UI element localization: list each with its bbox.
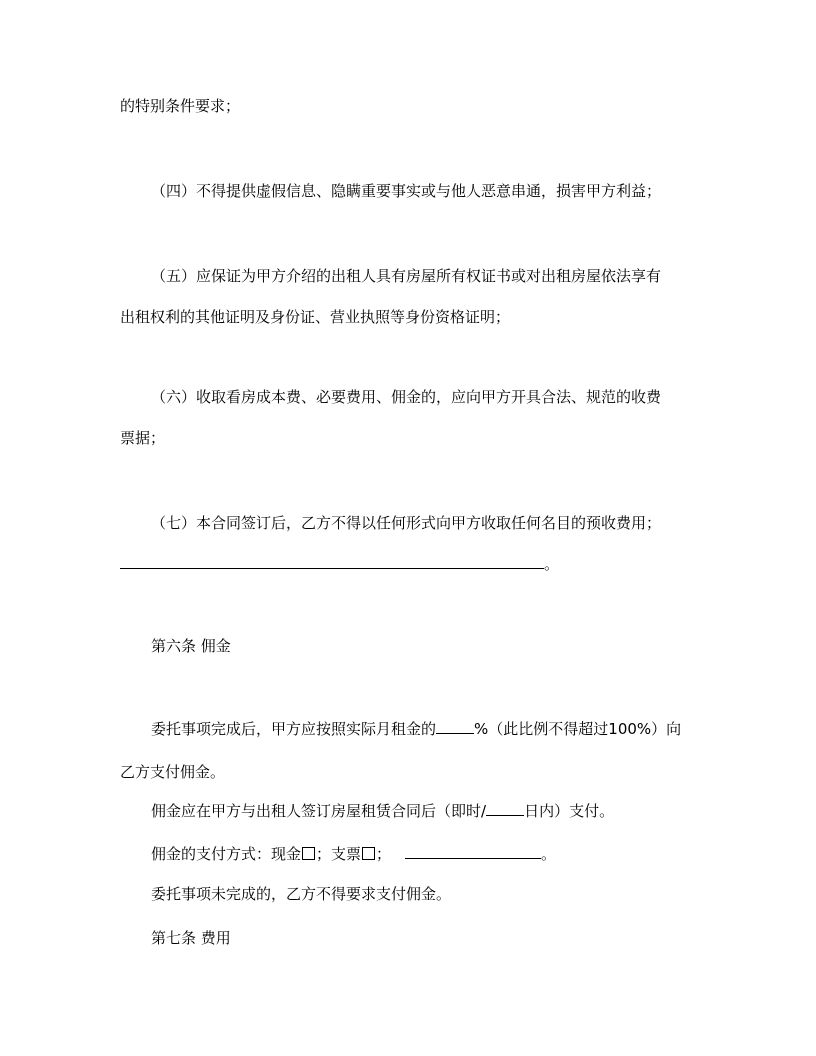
article-6-title <box>151 636 231 656</box>
text: 。 <box>541 845 557 863</box>
clause-item-6-line-1 <box>151 387 661 407</box>
text: 。 <box>544 555 560 573</box>
commission-para-1-line-2 <box>120 762 225 782</box>
fill-in-line <box>120 554 559 574</box>
text: 日内）支付。 <box>524 802 615 820</box>
clause-item-5-line-1 <box>151 266 661 286</box>
clause-item-5-line-2 <box>120 307 510 327</box>
checkbox-cheque[interactable] <box>362 847 375 860</box>
article-7-title <box>151 928 231 948</box>
text: 第六条 佣金 <box>151 637 231 655</box>
text: 出租权利的其他证明及身份证、营业执照等身份资格证明； <box>120 308 511 326</box>
text: 票据； <box>120 429 166 447</box>
text: 第七条 费用 <box>151 929 231 947</box>
text: （六）收取看房成本费、必要费用、佣金的，应向甲方开具合法、规范的收费 <box>151 388 662 406</box>
days-blank[interactable] <box>486 801 524 816</box>
percentage-blank[interactable] <box>436 719 474 734</box>
text: 佣金应在甲方与出租人签订房屋租赁合同后（即时/ <box>151 802 487 820</box>
commission-para-4 <box>151 884 451 904</box>
commission-para-2 <box>151 801 614 821</box>
commission-para-1 <box>151 719 681 739</box>
text: ； <box>376 845 392 863</box>
text: （四）不得提供虚假信息、隐瞒重要事实或与他人恶意串通，损害甲方利益； <box>151 182 662 200</box>
payment-method-blank[interactable] <box>405 844 541 859</box>
clause-item-6-line-2 <box>120 428 165 448</box>
clause-item-7 <box>151 513 661 533</box>
checkbox-cash[interactable] <box>302 847 315 860</box>
text: 乙方支付佣金。 <box>120 763 226 781</box>
fill-in-blank[interactable] <box>120 554 544 569</box>
commission-para-3 <box>151 844 556 864</box>
text: 佣金的支付方式：现金 <box>151 845 302 863</box>
text: 的特别条件要求； <box>120 97 241 115</box>
text: （七）本合同签订后，乙方不得以任何形式向甲方收取任何名目的预收费用； <box>151 514 662 532</box>
text: （五）应保证为甲方介绍的出租人具有房屋所有权证书或对出租房屋依法享有 <box>151 267 662 285</box>
text: %（此比例不得超过100%）向 <box>474 720 682 738</box>
clause-item-4 <box>151 181 661 201</box>
para-line <box>120 96 240 116</box>
text: 委托事项未完成的，乙方不得要求支付佣金。 <box>151 885 452 903</box>
text: ；支票 <box>316 845 362 863</box>
text: 委托事项完成后，甲方应按照实际月租金的 <box>151 720 437 738</box>
